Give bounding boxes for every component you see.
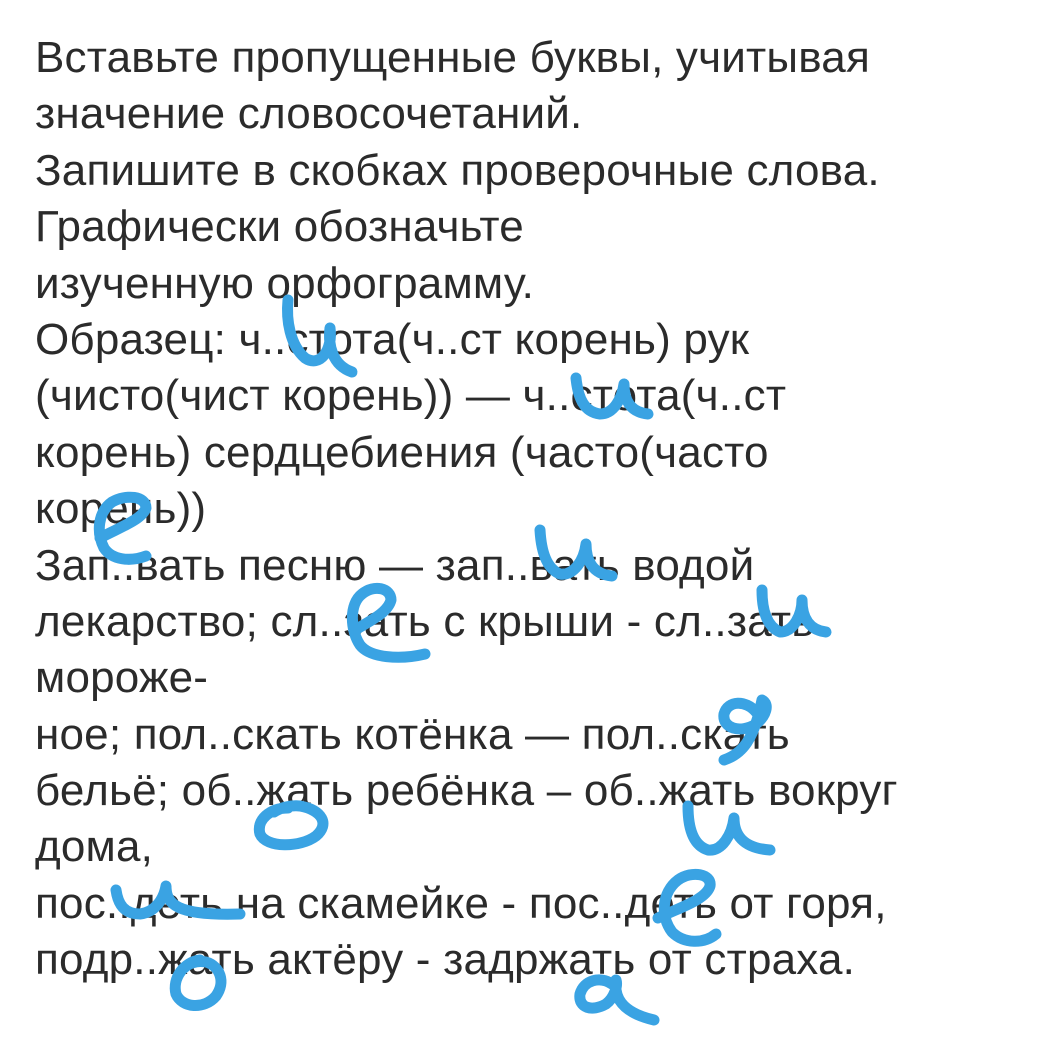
text-line: Образец: ч..стота(ч..ст корень) рук bbox=[35, 314, 750, 364]
text-line: дома, bbox=[35, 822, 154, 872]
text-line: ное; пол..скать котёнка — пол..скать bbox=[35, 709, 790, 759]
text-line: (чисто(чист корень)) — ч..стота(ч..ст bbox=[35, 371, 787, 421]
text-line: Графически обозначьте bbox=[35, 202, 524, 252]
text-line: корень) сердцебиения (часто(часто bbox=[35, 427, 769, 477]
text-line: Запишите в скобках проверочные слова. bbox=[35, 145, 880, 195]
text-line: изученную орфограмму. bbox=[35, 258, 535, 308]
text-line: Вставьте пропущенные буквы, учитывая bbox=[35, 33, 870, 82]
text-line: бельё; об..жать ребёнка – об..жать вокруг bbox=[35, 766, 898, 816]
text-line: мороже- bbox=[35, 653, 209, 703]
text-line: лекарство; сл..зать с крыши - сл..зать bbox=[35, 596, 815, 646]
exercise-text bbox=[35, 30, 1045, 989]
text-line: пос..деть на скамейке - пос..деть от горя, bbox=[35, 878, 887, 928]
text-line: подр..жать актёру - задржать от страха. bbox=[35, 935, 856, 985]
text-line: Зап..вать песню — зап..вать водой bbox=[35, 540, 755, 590]
text-line: значение словосочетаний. bbox=[35, 89, 583, 139]
text-line: корень)) bbox=[35, 484, 207, 534]
